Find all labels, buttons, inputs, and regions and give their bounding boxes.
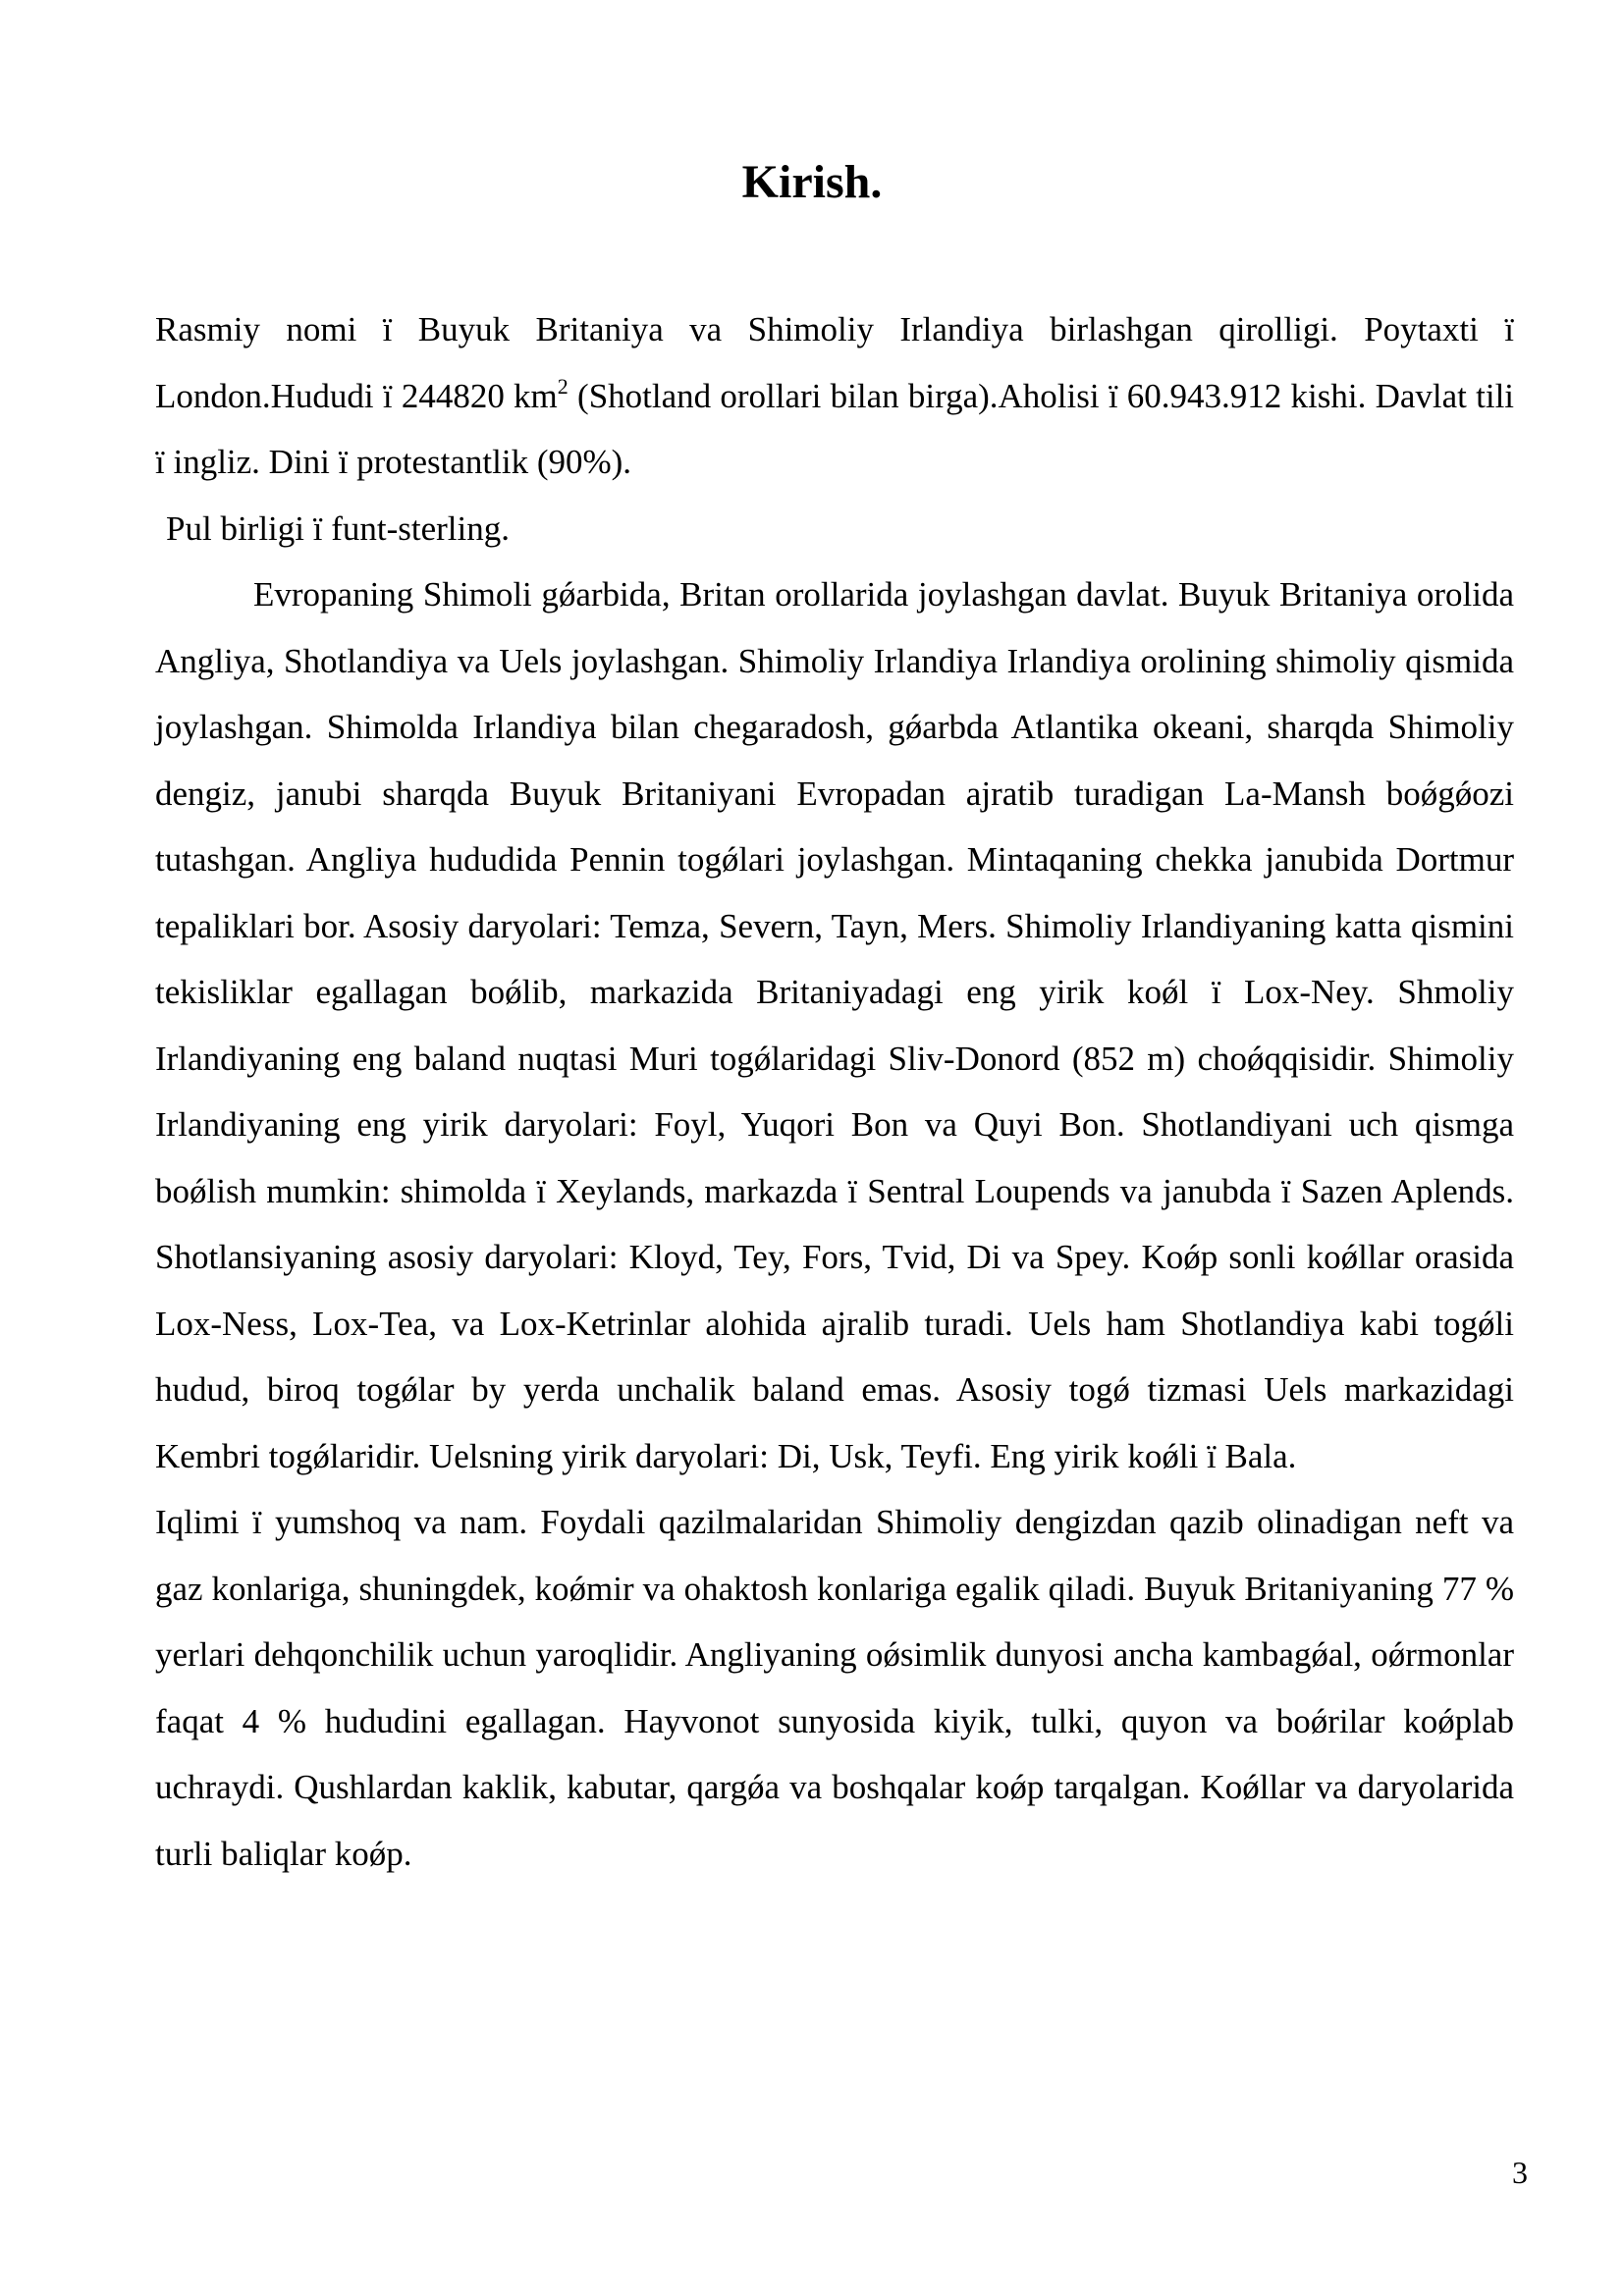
paragraph-official-info-text-cont: (Shotland orollari bilan birga).Aholisi ї 60.943.912 kishi. Davlat tili ї ingliz. Dini ї protestantlik (90%). bbox=[155, 376, 1515, 481]
paragraph-currency: Pul birligi ї funt-sterling. bbox=[166, 508, 510, 548]
paragraph-climate-nature: Iqlimi ї yumshoq va nam. Foydali qazilmalaridan Shimoliy dengizdan qazib olinadigan neft va gaz konlariga, shuningdek, koǿmir va ohaktosh konlariga egalik qiladi. Buyuk Britaniyaning 77 % yerlari dehqonchilik uchun yaroqlidir. Angliyaning oǿsimlik dunyosi ancha kambagǿal, oǿrmonlar faqat 4 % hududini egallagan. Hayvonot sunyosida kiyik, tulki, quyon va boǿrilar koǿplab uchraydi. Qushlardan kaklik, kabutar, qargǿa va boshqalar koǿp tarqalgan. Koǿllar va daryolarida turli baliqlar koǿp. bbox=[155, 1503, 1514, 1873]
page-title: Kirish. bbox=[741, 156, 883, 208]
superscript-squared: 2 bbox=[557, 373, 568, 399]
paragraph-official-info bbox=[155, 296, 1514, 496]
paragraph-geography: Evropaning Shimoli gǿarbida, Britan orollarida joylashgan davlat. Buyuk Britaniya orolida Angliya, Shotlandiya va Uels joylashgan. Shimoliy Irlandiya Irlandiya orolining shimoliy qismida joylashgan. Shimolda Irlandiya bilan chegaradosh, gǿarbda Atlantika okeani, sharqda Shimoliy dengiz, janubi sharqda Buyuk Britaniyani Evropadan ajratib turadigan La-Mansh boǿgǿozi tutashgan. Angliya hududida Pennin togǿlari joylashgan. Mintaqaning chekka janubida Dortmur tepaliklari bor. Asosiy daryolari: Temza, Severn, Tayn, Mers. Shimoliy Irlandiyaning katta qismini tekisliklar egallagan boǿlib, markazida Britaniyadagi eng yirik koǿl ї Lox-Ney. Shmoliy Irlandiyaning eng baland nuqtasi Muri togǿlaridagi Sliv-Donord (852 m) choǿqqisidir. Shimoliy Irlandiyaning eng yirik daryolari: Foyl, Yuqori Bon va Quyi Bon. Shotlandiyani uch qismga boǿlish mumkin: shimolda ї Xeylands, markazda ї Sentral Loupends va janubda ї Sazen Aplends. Shotlansiyaning asosiy daryolari: Kloyd, Tey, Fors, Tvid, Di va Spey. Koǿp sonli koǿllar orasida Lox-Ness, Lox-Tea, va Lox-Ketrinlar alohida ajralib turadi. Uels ham Shotlandiya kabi togǿli hudud, biroq togǿlar by yerda unchalik baland emas. Asosiy togǿ tizmasi Uels markazidagi Kembri togǿlaridir. Uelsning yirik daryolari: Di, Usk, Teyfi. Eng yirik koǿli ї Bala. bbox=[155, 575, 1514, 1475]
page-number: 3 bbox=[1512, 2155, 1528, 2190]
document-body bbox=[155, 296, 1514, 1887]
paragraph-official-info-text: Rasmiy nomi ї Buyuk Britaniya va Shimoliy Irlandiya birlashgan qirolligi. Poytaxti ї London.Hududi ї 244820 km bbox=[155, 310, 1514, 415]
